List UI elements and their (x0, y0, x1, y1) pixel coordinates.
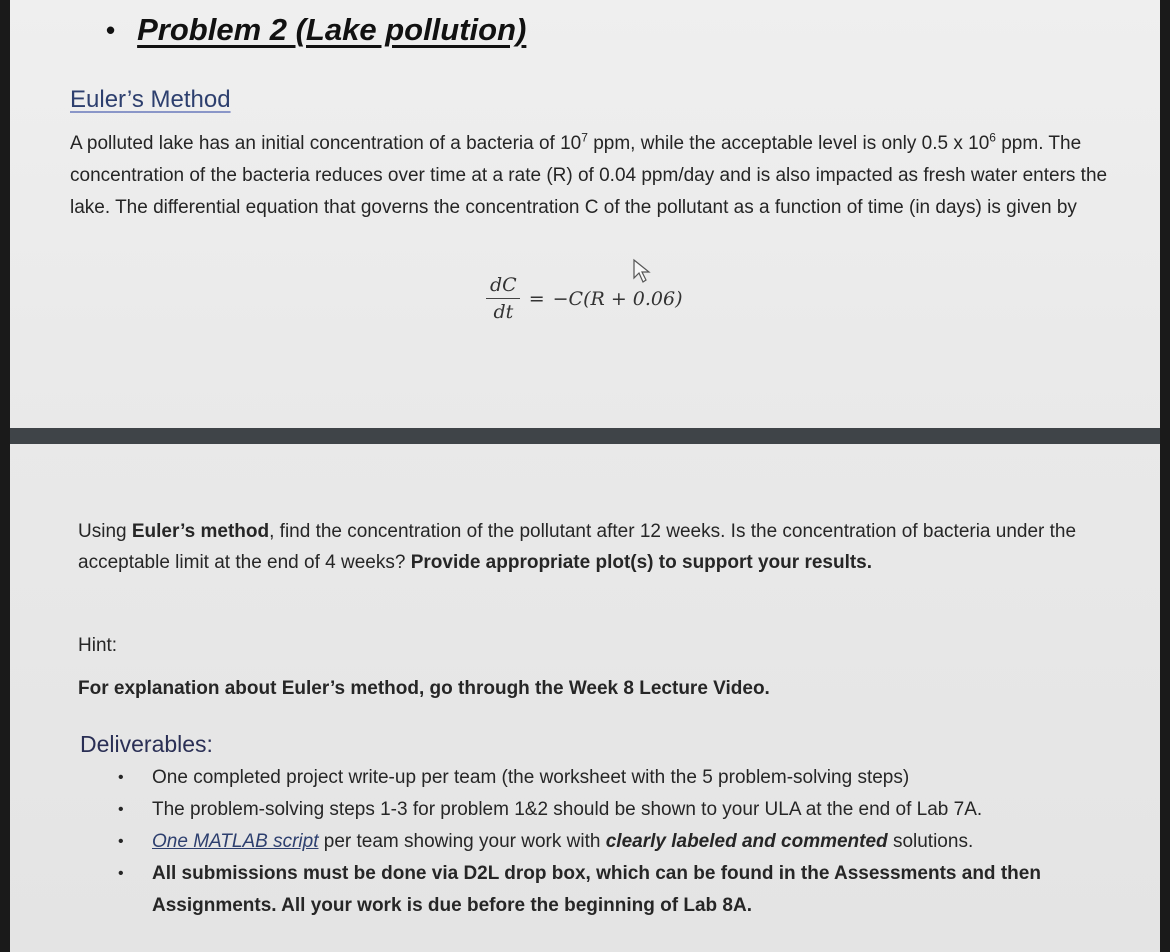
matlab-script-link[interactable]: One MATLAB script (152, 831, 319, 852)
fraction-numerator: dC (490, 274, 517, 296)
derivative-fraction (486, 274, 521, 323)
deliverables-list (110, 762, 1110, 922)
list-item: • One completed project write-up per team (the worksheet with the 5 problem-solving steps) (110, 762, 1110, 794)
equals-sign: = (528, 287, 545, 310)
list-bullet: • (118, 769, 124, 786)
problem-heading (106, 12, 526, 48)
list-bullet: • (118, 801, 124, 818)
hint-label: Hint: (78, 635, 118, 656)
document-photo (10, 0, 1160, 952)
top-page (10, 0, 1160, 430)
deliverables-heading: Deliverables: (80, 731, 213, 757)
list-bullet: • (118, 833, 124, 850)
list-item: • All submissions must be done via D2L drop box, which can be found in the Assessments and then Assignments. All your work is due before the beginning of Lab 8A. (110, 858, 1110, 922)
list-bullet: • (118, 865, 124, 882)
hint-text: For explanation about Euler’s method, go through the Week 8 Lecture Video. (78, 678, 770, 699)
page-divider (10, 428, 1160, 444)
euler-method-link[interactable]: Euler’s Method (70, 86, 231, 113)
problem-statement: A polluted lake has an initial concentration of a bacteria of $10^7$ ppm, while the acceptable level is only 0.5 x $10^6$ ppm. The concentration of the bacteria reduces over time at a rate (R) of 0.04 ppm/day and is also impacted as fresh water enters the lake. The differential equation that governs the concentration C of the pollutant as a function of time (in days) is given by (70, 130, 1108, 218)
list-item: • One MATLAB script per team showing your work with clearly labeled and commented solutions. (110, 826, 1110, 858)
fraction-bar (486, 298, 520, 299)
mouse-pointer-icon (632, 258, 652, 284)
list-item: • The problem-solving steps 1-3 for problem 1&2 should be shown to your ULA at the end of Lab 7A. (110, 794, 1110, 826)
problem-title: Problem 2 (Lake pollution) (137, 12, 527, 47)
exponent-7: 7 (581, 130, 588, 145)
exponent-6: 6 (989, 130, 996, 145)
differential-equation (486, 274, 683, 323)
heading-bullet: • (106, 14, 116, 45)
equation-rhs: −C(R + 0.06) (552, 287, 683, 310)
bottom-page (10, 444, 1160, 952)
question-text: Using Euler’s method, find the concentration of the pollutant after 12 weeks. Is the concentration of bacteria under the acceptable limit at the end of 4 weeks? Provide appropriate plot(s) to support your results. (78, 521, 1077, 573)
fraction-denominator: dt (493, 301, 514, 323)
